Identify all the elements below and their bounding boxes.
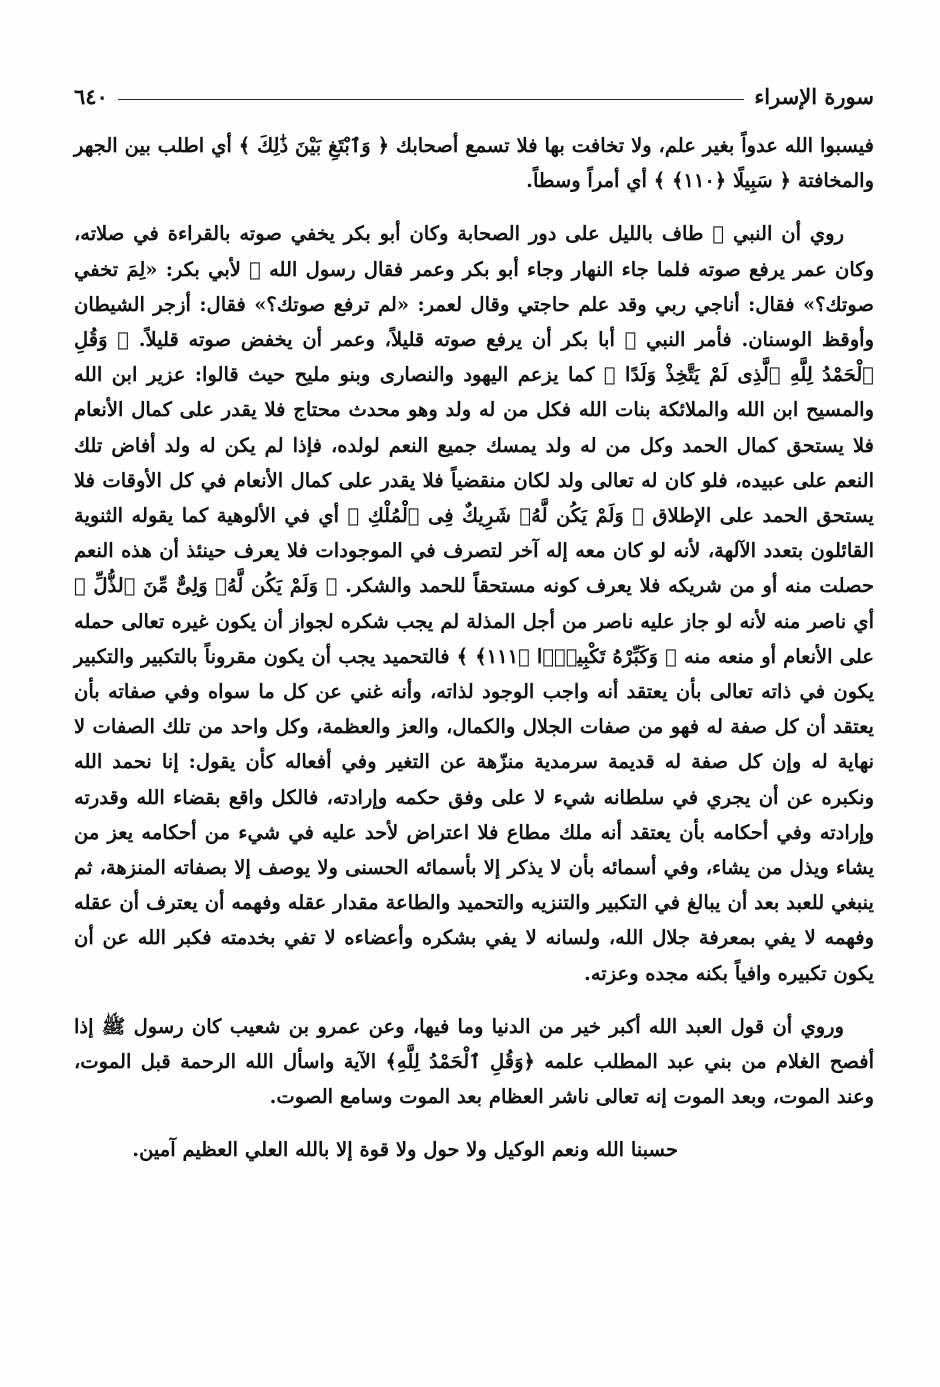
page-header — [74, 80, 874, 114]
paragraph-4: حسبنا الله ونعم الوكيل ولا حول ولا قوة إلا بالله العلي العظيم آمين. — [132, 1138, 678, 1162]
paragraph-gap — [74, 198, 874, 216]
paragraph-gap — [74, 1114, 874, 1132]
paragraph-3: وروي أن قول العبد الله أكبر خير من الدنيا وما فيها، وعن عمرو بن شعيب كان رسول ﷺ إذا أفصح الغلام من بني عبد المطلب علمه ﴿وَقُلِ ٱلْحَمْدُ لِلَّهِ﴾ الآية واسأل الله الرحمة قبل الموت، وعند الموت، وبعد الموت إنه تعالى ناشر العظام بعد الموت وسامع الصوت. — [74, 1014, 874, 1109]
surah-title: سورة الإسراء — [744, 84, 874, 109]
paragraph-2: روي أن النبي ﷺ طاف بالليل على دور الصحابة وكان أبو بكر يخفي صوته بالقراءة في صلاته، وكان عمر يرفع صوته فلما جاء النهار وجاء أبو بكر وعمر فقال رسول الله ﷺ لأبي بكر: «لِمَ تخفي صوتك؟» فقال: أناجي ربي وقد علم حاجتي وقال لعمر: «لم ترفع صوتك؟» فقال: أزجر الشيطان وأوقظ الوسنان. فأمر النبي ﷺ أبا بكر أن يرفع صوته قليلاً، وعمر أن يخفض صوته قليلاً. ﴿ وَقُلِ ٱلْحَمْدُ لِلَّهِ ٱلَّذِى لَمْ يَتَّخِذْ وَلَدًا ﴾ كما يزعم اليهود والنصارى وبنو مليح حيث قالوا: عزير ابن الله والمسيح ابن الله والملائكة بنات الله فكل من له ولد وهو محدث محتاج فلا يقدر على كمال الأنعام فلا يستحق كمال الحمد وكل من له ولد يمسك جميع النعم لولده، فإذا لم يكن له ولد أفاض تلك النعم على عبيده، فلو كان له تعالى ولد لكان منقضياً فلا يقدر على كمال الأنعام في كل الأوقات فلا يستحق الحمد على الإطلاق ﴿ وَلَمْ يَكُن لَّهُۥ شَرِيكٌ فِى ٱلْمُلْكِ ﴾ أي في الألوهية كما يقوله الثنوية القائلون بتعدد الآلهة، لأنه لو كان معه إله آخر لتصرف في الموجودات فلا يعرف حينئذ أن هذه النعم حصلت منه أو من شريكه فلا يعرف كونه مستحقاً للحمد والشكر. ﴿ وَلَمْ يَكُن لَّهُۥ وَلِىٌّ مِّنَ ٱلذُّلِّ ﴾ أي ناصر منه لأنه لو جاز عليه ناصر من أجل المذلة لم يجب شكره لجواز أن يكون غيره تعالى حمله على الأنعام أو منعه منه ﴿ وَكَبِّرْهُ تَكْبِيرًۢا ﴿١١١﴾ ﴾ فالتحميد يجب أن يكون مقروناً بالتكبير والتكبير يكون في ذاته تعالى بأن يعتقد أنه واجب الوجود لذاته، وأنه غني عن كل ما سواه وفي صفاته بأن يعتقد أن كل صفة له فهو من صفات الجلال والكمال، والعز والعظمة، وكل واحد من تلك الصفات لا نهاية له وإن كل صفة له قديمة سرمدية منزّهة عن التغير وفي أفعاله كأن يقول: إنا نحمد الله ونكبره عن أن يجري في سلطانه شيء لا على وفق حكمه وإرادته، فالكل واقع بقضاء الله وقدرته وإرادته وفي أحكامه بأن يعتقد أنه ملك مطاع فلا اعتراض لأحد عليه في شيء من أحكامه يعز من يشاء ويذل من يشاء، وفي أسمائه بأن لا يذكر إلا بأسمائه الحسنى ولا يوصف إلا بصفاته المنزهة، ثم ينبغي للعبد بعد أن يبالغ في التكبير والتنزيه والتحميد والطاعة مقدار عقله وفهمه أن يعترف أن عقله وفهمه لا يفي بمعرفة جلال الله، ولسانه لا يفي بشكره وأعضاءه لا تفي بخدمته فكبر الله عن أن يكون تكبيره وافياً بكنه مجده وعزته. — [74, 222, 874, 985]
paragraph-1: فيسبوا الله عدواً بغير علم، ولا تخافت بها فلا تسمع أصحابك ﴿ وَٱبْتَغِ بَيْنَ ذَٰلِكَ ﴾ أي اطلب بين الجهر والمخافتة ﴿ سَبِيلًا ﴿١١٠﴾ ﴾ أي أمراً وسطاً. — [74, 134, 874, 193]
page-body — [74, 128, 874, 1168]
page-number: ٦٤٠ — [74, 84, 118, 109]
paragraph-gap — [74, 991, 874, 1009]
